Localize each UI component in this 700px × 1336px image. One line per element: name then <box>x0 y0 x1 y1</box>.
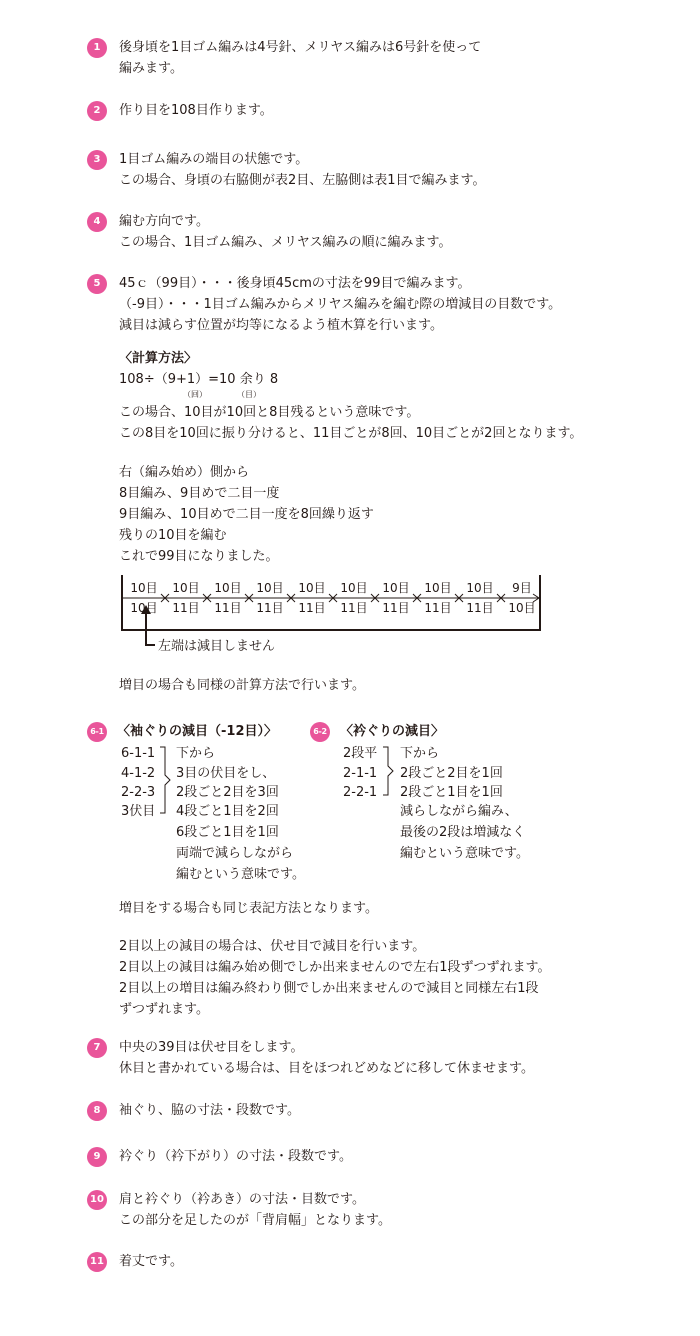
neck-desc-6: 編むという意味です。 <box>400 846 529 861</box>
step-7-line-2: 休目と書かれている場合は、目をほつれどめなどに移して休ませます。 <box>119 1061 534 1076</box>
step-badge-2: 2 <box>87 101 107 121</box>
step-8-line-1: 袖ぐり、脇の寸法・段数です。 <box>119 1103 300 1118</box>
step-3-line-1: 1目ゴム編みの端目の状態です。 <box>119 152 309 167</box>
calc-formula: 108÷（9+1）=10 余り 8 <box>119 372 279 387</box>
sleeve-code-3: 2-2-3 <box>121 785 156 800</box>
calc-procedure-4: 残りの10目を編む <box>119 528 227 543</box>
sleeve-heading: 〈袖ぐりの減目（-12目）〉 <box>117 724 277 739</box>
step-1-line-2: 編みます。 <box>119 61 183 76</box>
step-badge-9: 9 <box>87 1147 107 1167</box>
sleeve-code-2: 4-1-2 <box>121 766 156 781</box>
neck-heading: 〈衿ぐりの減目〉 <box>340 724 445 739</box>
diagram-top-cell: 10目 <box>256 581 284 595</box>
step-4-line-2: この場合、1目ゴム編み、メリヤス編みの順に編みます。 <box>119 235 452 250</box>
neck-desc-4: 減らしながら編み、 <box>400 804 518 819</box>
step-11-line-1: 着丈です。 <box>119 1254 183 1269</box>
neck-brace <box>381 745 395 797</box>
step-badge-6-1: 6-1 <box>87 722 107 742</box>
diagram-top-cell: 10目 <box>340 581 368 595</box>
step-badge-1: 1 <box>87 38 107 58</box>
step-3-line-2: この場合、身頃の右脇側が表2目、左脇側は表1目で編みます。 <box>119 173 486 188</box>
sleeve-desc-7: 編むという意味です。 <box>176 867 305 882</box>
step-7-line-1: 中央の39目は伏せ目をします。 <box>119 1040 304 1055</box>
step-badge-5: 5 <box>87 274 107 294</box>
sleeve-brace <box>158 745 172 815</box>
calc-sub-kai: （回） <box>183 390 207 399</box>
step-4-line-1: 編む方向です。 <box>119 214 209 229</box>
diagram-bottom-cell: 10目 <box>508 601 536 615</box>
diagram-top-cell: 10目 <box>298 581 326 595</box>
calc-sub-me: （目） <box>237 390 261 399</box>
diagram-bottom-cell: 11目 <box>466 601 494 615</box>
step-badge-8: 8 <box>87 1101 107 1121</box>
left-edge-note: 左端は減目しません <box>158 639 276 654</box>
diagram-top-cell: 10目 <box>130 581 158 595</box>
diagram-bottom-cell: 11目 <box>172 601 200 615</box>
calc-procedure-5: これで99目になりました。 <box>119 549 279 564</box>
calc-procedure-3: 9目編み、10目めで二目一度を8回繰り返す <box>119 507 374 522</box>
neck-desc-3: 2段ごと1目を1回 <box>400 785 503 800</box>
diagram-bottom-cell: 11目 <box>214 601 242 615</box>
sleeve-desc-2: 3目の伏目をし、 <box>176 766 276 781</box>
sleeve-desc-1: 下から <box>176 746 216 761</box>
diagram-bottom-cell: 11目 <box>298 601 326 615</box>
same-notation-note: 増目をする場合も同じ表記方法となります。 <box>119 901 378 916</box>
diagram-top-cell: 10目 <box>424 581 452 595</box>
neck-desc-1: 下から <box>400 746 440 761</box>
sleeve-desc-6: 両端で減らしながら <box>176 846 294 861</box>
calc-explain-2: この8目を10回に振り分けると、11目ごとが8回、10目ごとが2回となります。 <box>119 426 583 441</box>
step-badge-7: 7 <box>87 1038 107 1058</box>
step-1-line-1: 後身頃を1目ゴム編みは4号針、メリヤス編みは6号針を使って <box>119 40 482 55</box>
diagram-bottom-cell: 11目 <box>340 601 368 615</box>
step-10-line-1: 肩と衿ぐり（衿あき）の寸法・目数です。 <box>119 1192 365 1207</box>
rule-line-4: ずつずれます。 <box>119 1002 209 1017</box>
step-badge-11: 11 <box>87 1252 107 1272</box>
diagram-top-cell: 10目 <box>466 581 494 595</box>
step-5-line-1: 45ｃ（99目）・・・後身頃45cmの寸法を99目で編みます。 <box>119 276 471 291</box>
increase-note: 増目の場合も同様の計算方法で行います。 <box>119 678 365 693</box>
rule-line-2: 2目以上の減目は編み始め側でしか出来ませんので左右1段ずつずれます。 <box>119 960 551 975</box>
step-badge-4: 4 <box>87 212 107 232</box>
neck-desc-5: 最後の2段は増減なく <box>400 825 526 840</box>
step-badge-10: 10 <box>87 1190 107 1210</box>
calc-procedure-1: 右（編み始め）側から <box>119 465 250 480</box>
diagram-top-cell: 10目 <box>382 581 410 595</box>
sleeve-desc-4: 4段ごと1目を2回 <box>176 804 279 819</box>
diagram-top-cell: 10目 <box>214 581 242 595</box>
diagram-bottom-cell: 11目 <box>424 601 452 615</box>
neck-code-2: 2-1-1 <box>343 766 378 781</box>
sleeve-code-1: 6-1-1 <box>121 746 156 761</box>
sleeve-desc-3: 2段ごと2目を3回 <box>176 785 279 800</box>
step-10-line-2: この部分を足したのが「背肩幅」となります。 <box>119 1213 391 1228</box>
step-5-line-2: （-9目）・・・1目ゴム編みからメリヤス編みを編む際の増減目の目数です。 <box>119 297 562 312</box>
step-badge-3: 3 <box>87 150 107 170</box>
diagram-bottom-cell: 11目 <box>256 601 284 615</box>
step-badge-6-2: 6-2 <box>310 722 330 742</box>
rule-line-1: 2目以上の減目の場合は、伏せ目で減目を行います。 <box>119 939 426 954</box>
calc-heading: 〈計算方法〉 <box>119 351 198 366</box>
step-5-line-3: 減目は減らす位置が均等になるよう植木算を行います。 <box>119 318 443 333</box>
neck-desc-2: 2段ごと2目を1回 <box>400 766 503 781</box>
rule-line-3: 2目以上の増目は編み終わり側でしか出来ませんので減目と同様左右1段 <box>119 981 539 996</box>
diagram-bottom-cell: 10目 <box>130 601 158 615</box>
calc-explain-1: この場合、10目が10回と8目残るという意味です。 <box>119 405 420 420</box>
neck-code-1: 2段平 <box>343 746 378 761</box>
calc-procedure-2: 8目編み、9目めで二目一度 <box>119 486 280 501</box>
step-9-line-1: 衿ぐり（衿下がり）の寸法・段数です。 <box>119 1149 352 1164</box>
diagram-top-cell: 10目 <box>172 581 200 595</box>
diagram-bottom-cell: 11目 <box>382 601 410 615</box>
neck-code-3: 2-2-1 <box>343 785 378 800</box>
diagram-top-cell: 9目 <box>512 581 532 595</box>
sleeve-desc-5: 6段ごと1目を1回 <box>176 825 279 840</box>
step-2-line-1: 作り目を108目作ります。 <box>119 103 273 118</box>
sleeve-code-4: 3伏目 <box>121 804 156 819</box>
